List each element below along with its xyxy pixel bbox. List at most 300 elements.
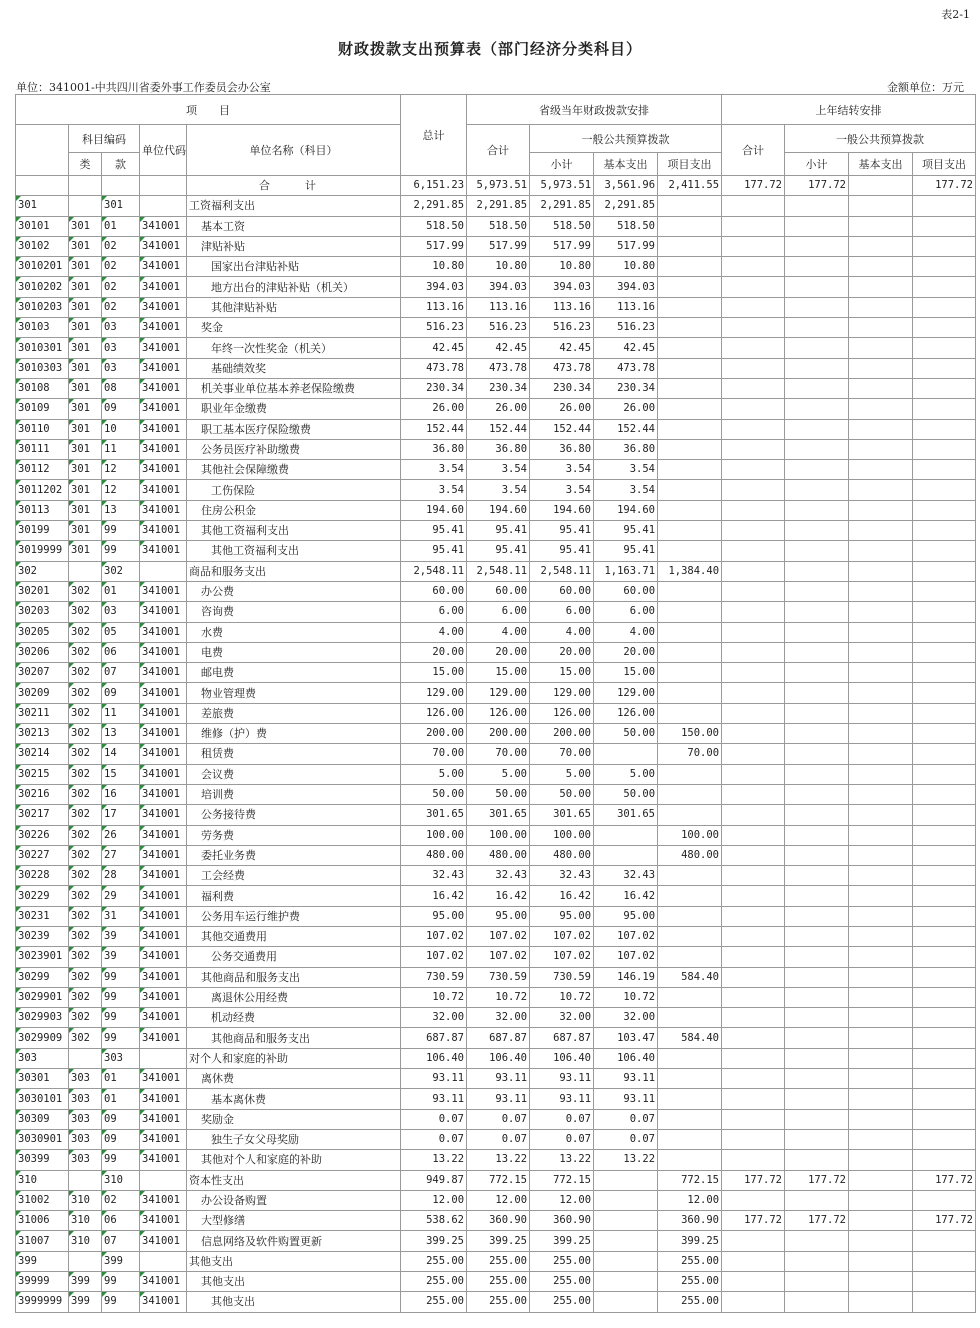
header-blank: [16, 125, 69, 176]
cell-kuan-code: 07: [102, 1231, 140, 1251]
cell-row-code: 301: [16, 196, 69, 216]
cell-current-subtotal: 106.40: [530, 1048, 594, 1068]
cell-kuan-code: 01: [102, 581, 140, 601]
cell-row-code: 30109: [16, 399, 69, 419]
cell-total: 32.43: [401, 866, 467, 886]
cell-row-code: 30213: [16, 724, 69, 744]
table-row: [16, 1048, 976, 1068]
cell-class-code: 302: [69, 581, 102, 601]
header-carry-general: 一般公共预算拨款: [785, 125, 976, 153]
table-row: [16, 784, 976, 804]
cell-kuan-code: 13: [102, 500, 140, 520]
cell-current-subtotal: 113.16: [530, 297, 594, 317]
cell-kuan-code: 03: [102, 358, 140, 378]
cell-current-sum: 194.60: [467, 500, 530, 520]
cell-carry-sum: [722, 1231, 785, 1251]
cell-class-code: 301: [69, 318, 102, 338]
cell-carry-subtotal: [785, 1048, 849, 1068]
table-row: [16, 825, 976, 845]
cell-current-project: [658, 663, 722, 683]
cell-row-code: 3010301: [16, 338, 69, 358]
cell-unit-code: 341001: [140, 480, 187, 500]
cell-carry-sum: [722, 460, 785, 480]
cell-class-code: 302: [69, 906, 102, 926]
cell-class-code: 301: [69, 358, 102, 378]
cell-current-project: [658, 1008, 722, 1028]
cell-current-basic: 126.00: [594, 703, 658, 723]
cell-unit-code: 341001: [140, 947, 187, 967]
table-row: [16, 906, 976, 926]
cell-carry-basic: [849, 703, 913, 723]
cell-carry-subtotal: [785, 196, 849, 216]
cell-carry-subtotal: [785, 561, 849, 581]
cell-carry-sum: [722, 277, 785, 297]
cell-current-project: [658, 926, 722, 946]
cell-current-subtotal: 10.80: [530, 257, 594, 277]
cell-current-basic: 2,291.85: [594, 196, 658, 216]
cell-current-basic: [594, 825, 658, 845]
cell-carry-subtotal: [785, 1008, 849, 1028]
cell-class-code: 302: [69, 724, 102, 744]
cell-class-code: 301: [69, 236, 102, 256]
table-row: [16, 1129, 976, 1149]
cell-current-basic: 3.54: [594, 480, 658, 500]
table-row: [16, 338, 976, 358]
cell-current-sum: 255.00: [467, 1251, 530, 1271]
cell-name: 培训费: [187, 784, 401, 804]
cell-row-code: 3029903: [16, 1008, 69, 1028]
cell-current-sum: 0.07: [467, 1109, 530, 1129]
cell-current-basic: 93.11: [594, 1069, 658, 1089]
table-row: [16, 236, 976, 256]
cell-kuan-code: 99: [102, 1150, 140, 1170]
cell-current-basic: 152.44: [594, 419, 658, 439]
cell-carry-subtotal: [785, 845, 849, 865]
cell-total: 2,548.11: [401, 561, 467, 581]
cell-unit-code: [140, 176, 187, 196]
cell-current-basic: 107.02: [594, 947, 658, 967]
cell-name: 大型修缮: [187, 1211, 401, 1231]
cell-row-code: 3999999: [16, 1292, 69, 1312]
cell-carry-project: 177.72: [913, 1211, 976, 1231]
cell-row-code: 302: [16, 561, 69, 581]
cell-class-code: 301: [69, 541, 102, 561]
cell-kuan-code: 08: [102, 378, 140, 398]
cell-kuan-code: [102, 176, 140, 196]
cell-class-code: 302: [69, 1028, 102, 1048]
cell-carry-sum: [722, 1109, 785, 1129]
cell-current-sum: 687.87: [467, 1028, 530, 1048]
cell-current-basic: 42.45: [594, 338, 658, 358]
cell-name: 委托业务费: [187, 845, 401, 865]
cell-current-project: [658, 480, 722, 500]
cell-current-basic: [594, 1272, 658, 1292]
cell-current-subtotal: 360.90: [530, 1211, 594, 1231]
cell-current-project: [658, 358, 722, 378]
cell-current-sum: 95.41: [467, 521, 530, 541]
cell-carry-subtotal: [785, 622, 849, 642]
cell-carry-sum: [722, 338, 785, 358]
cell-carry-sum: [722, 1089, 785, 1109]
cell-current-subtotal: 26.00: [530, 399, 594, 419]
header-carry: 上年结转安排: [722, 95, 976, 125]
cell-carry-sum: [722, 703, 785, 723]
cell-carry-project: [913, 581, 976, 601]
cell-kuan-code: 06: [102, 642, 140, 662]
cell-total: 518.50: [401, 216, 467, 236]
cell-current-sum: 394.03: [467, 277, 530, 297]
cell-current-project: [658, 1109, 722, 1129]
cell-class-code: 301: [69, 297, 102, 317]
cell-unit-code: 341001: [140, 318, 187, 338]
cell-current-project: 480.00: [658, 845, 722, 865]
cell-unit-code: 341001: [140, 1089, 187, 1109]
cell-carry-sum: 177.72: [722, 176, 785, 196]
cell-kuan-code: 399: [102, 1251, 140, 1271]
table-row: [16, 744, 976, 764]
cell-name: 年终一次性奖金（机关）: [187, 338, 401, 358]
cell-name: 水费: [187, 622, 401, 642]
cell-carry-basic: [849, 906, 913, 926]
table-row: [16, 663, 976, 683]
cell-carry-project: [913, 1272, 976, 1292]
cell-row-code: 3019999: [16, 541, 69, 561]
cell-kuan-code: 99: [102, 987, 140, 1007]
cell-kuan-code: 11: [102, 703, 140, 723]
cell-carry-subtotal: [785, 947, 849, 967]
cell-carry-subtotal: 177.72: [785, 176, 849, 196]
cell-carry-basic: [849, 1048, 913, 1068]
cell-unit-code: 341001: [140, 1129, 187, 1149]
cell-carry-project: [913, 419, 976, 439]
cell-class-code: [69, 561, 102, 581]
cell-row-code: 3010303: [16, 358, 69, 378]
cell-name: 其他商品和服务支出: [187, 967, 401, 987]
cell-carry-sum: [722, 541, 785, 561]
cell-carry-basic: [849, 399, 913, 419]
cell-current-sum: 152.44: [467, 419, 530, 439]
cell-carry-basic: [849, 378, 913, 398]
cell-carry-project: [913, 784, 976, 804]
cell-carry-basic: [849, 967, 913, 987]
cell-current-project: [658, 1150, 722, 1170]
cell-name: 公务用车运行维护费: [187, 906, 401, 926]
cell-carry-project: [913, 1251, 976, 1271]
cell-unit-code: 341001: [140, 683, 187, 703]
cell-current-basic: 473.78: [594, 358, 658, 378]
cell-name: 工会经费: [187, 866, 401, 886]
cell-carry-subtotal: [785, 1190, 849, 1210]
cell-current-project: [658, 277, 722, 297]
cell-kuan-code: 12: [102, 460, 140, 480]
cell-current-project: 360.90: [658, 1211, 722, 1231]
cell-carry-basic: [849, 236, 913, 256]
cell-current-sum: 10.72: [467, 987, 530, 1007]
cell-row-code: 31006: [16, 1211, 69, 1231]
cell-carry-basic: [849, 805, 913, 825]
cell-unit-code: 341001: [140, 1272, 187, 1292]
header-project: 项目支出: [658, 153, 722, 176]
header-carry-subtotal: 小计: [785, 153, 849, 176]
header-sum: 合计: [467, 125, 530, 176]
cell-kuan-code: 303: [102, 1048, 140, 1068]
cell-row-code: 30399: [16, 1150, 69, 1170]
cell-current-subtotal: 200.00: [530, 724, 594, 744]
cell-row-code: 30110: [16, 419, 69, 439]
cell-current-subtotal: 129.00: [530, 683, 594, 703]
cell-carry-basic: [849, 744, 913, 764]
cell-kuan-code: 39: [102, 947, 140, 967]
cell-current-basic: 6.00: [594, 602, 658, 622]
cell-carry-subtotal: [785, 541, 849, 561]
cell-total: 20.00: [401, 642, 467, 662]
table-row: [16, 561, 976, 581]
table-row: [16, 1028, 976, 1048]
cell-unit-code: 341001: [140, 764, 187, 784]
cell-total: 113.16: [401, 297, 467, 317]
total-row: [16, 176, 976, 196]
cell-total: 6.00: [401, 602, 467, 622]
cell-class-code: [69, 1251, 102, 1271]
cell-current-sum: 6.00: [467, 602, 530, 622]
cell-carry-sum: [722, 663, 785, 683]
cell-carry-basic: [849, 257, 913, 277]
cell-row-code: 399: [16, 1251, 69, 1271]
cell-current-sum: 200.00: [467, 724, 530, 744]
cell-current-project: [658, 196, 722, 216]
cell-carry-sum: [722, 724, 785, 744]
cell-current-project: 255.00: [658, 1251, 722, 1271]
cell-carry-project: [913, 480, 976, 500]
cell-kuan-code: 15: [102, 764, 140, 784]
table-row: [16, 967, 976, 987]
cell-kuan-code: 26: [102, 825, 140, 845]
cell-current-basic: 1,163.71: [594, 561, 658, 581]
cell-class-code: 302: [69, 886, 102, 906]
cell-current-basic: 146.19: [594, 967, 658, 987]
cell-kuan-code: 99: [102, 967, 140, 987]
cell-current-subtotal: 95.41: [530, 521, 594, 541]
cell-current-project: [658, 297, 722, 317]
cell-total: 255.00: [401, 1251, 467, 1271]
cell-carry-project: [913, 886, 976, 906]
cell-name: 其他工资福利支出: [187, 541, 401, 561]
cell-carry-basic: [849, 1008, 913, 1028]
cell-total: 255.00: [401, 1272, 467, 1292]
cell-current-sum: 60.00: [467, 581, 530, 601]
cell-unit-code: 341001: [140, 703, 187, 723]
cell-current-project: 584.40: [658, 1028, 722, 1048]
cell-carry-basic: [849, 1170, 913, 1190]
cell-name: 资本性支出: [187, 1170, 401, 1190]
cell-current-basic: 10.80: [594, 257, 658, 277]
cell-current-subtotal: 100.00: [530, 825, 594, 845]
cell-row-code: 30205: [16, 622, 69, 642]
cell-total: 4.00: [401, 622, 467, 642]
cell-carry-project: [913, 1028, 976, 1048]
cell-row-code: 30209: [16, 683, 69, 703]
cell-carry-project: [913, 947, 976, 967]
cell-kuan-code: 03: [102, 318, 140, 338]
cell-carry-subtotal: [785, 1069, 849, 1089]
cell-row-code: 3010202: [16, 277, 69, 297]
cell-kuan-code: 03: [102, 338, 140, 358]
cell-carry-subtotal: [785, 642, 849, 662]
cell-total: 70.00: [401, 744, 467, 764]
cell-current-subtotal: 107.02: [530, 926, 594, 946]
cell-unit-code: 341001: [140, 277, 187, 297]
table-row: [16, 926, 976, 946]
cell-name: 租赁费: [187, 744, 401, 764]
cell-class-code: 399: [69, 1292, 102, 1312]
cell-carry-sum: [722, 257, 785, 277]
cell-class-code: 301: [69, 277, 102, 297]
cell-carry-subtotal: [785, 1272, 849, 1292]
cell-carry-subtotal: [785, 744, 849, 764]
cell-carry-sum: [722, 581, 785, 601]
cell-class-code: [69, 1048, 102, 1068]
cell-carry-project: [913, 764, 976, 784]
cell-name: 基本离休费: [187, 1089, 401, 1109]
cell-carry-project: [913, 358, 976, 378]
cell-carry-subtotal: [785, 419, 849, 439]
cell-current-sum: 3.54: [467, 480, 530, 500]
cell-kuan-code: 99: [102, 1292, 140, 1312]
cell-kuan-code: 10: [102, 419, 140, 439]
table-row: [16, 521, 976, 541]
header-carry-sum: 合计: [722, 125, 785, 176]
cell-current-subtotal: 516.23: [530, 318, 594, 338]
cell-carry-project: [913, 399, 976, 419]
cell-carry-sum: [722, 358, 785, 378]
cell-carry-sum: [722, 784, 785, 804]
cell-row-code: 30201: [16, 581, 69, 601]
cell-row-code: 3011202: [16, 480, 69, 500]
page-title: 财政拨款支出预算表（部门经济分类科目）: [337, 40, 642, 58]
cell-kuan-code: 99: [102, 1028, 140, 1048]
cell-class-code: 302: [69, 987, 102, 1007]
cell-carry-project: [913, 1109, 976, 1129]
cell-carry-project: [913, 805, 976, 825]
cell-total: 399.25: [401, 1231, 467, 1251]
cell-unit-code: 341001: [140, 1150, 187, 1170]
cell-current-sum: 107.02: [467, 926, 530, 946]
cell-row-code: 30111: [16, 439, 69, 459]
cell-current-project: 150.00: [658, 724, 722, 744]
cell-carry-basic: [849, 1292, 913, 1312]
cell-unit-code: 341001: [140, 236, 187, 256]
cell-current-project: [658, 886, 722, 906]
cell-name: 职业年金缴费: [187, 399, 401, 419]
cell-total: 301.65: [401, 805, 467, 825]
cell-carry-project: 177.72: [913, 1170, 976, 1190]
cell-unit-code: 341001: [140, 744, 187, 764]
cell-current-basic: 16.42: [594, 886, 658, 906]
cell-unit-code: 341001: [140, 926, 187, 946]
cell-carry-subtotal: [785, 987, 849, 1007]
cell-carry-subtotal: [785, 1089, 849, 1109]
cell-row-code: 30301: [16, 1069, 69, 1089]
cell-current-subtotal: 772.15: [530, 1170, 594, 1190]
cell-carry-sum: [722, 419, 785, 439]
cell-name: 会议费: [187, 764, 401, 784]
table-row: [16, 886, 976, 906]
cell-class-code: 302: [69, 947, 102, 967]
cell-class-code: 302: [69, 866, 102, 886]
table-row: [16, 216, 976, 236]
cell-unit-code: 341001: [140, 724, 187, 744]
cell-current-project: 2,411.55: [658, 176, 722, 196]
cell-unit-code: [140, 561, 187, 581]
cell-total: 194.60: [401, 500, 467, 520]
cell-current-basic: 5.00: [594, 764, 658, 784]
cell-row-code: 3029901: [16, 987, 69, 1007]
cell-kuan-code: 05: [102, 622, 140, 642]
cell-current-sum: 13.22: [467, 1150, 530, 1170]
cell-current-project: 1,384.40: [658, 561, 722, 581]
cell-current-basic: [594, 1292, 658, 1312]
cell-kuan-code: 02: [102, 236, 140, 256]
cell-current-basic: 129.00: [594, 683, 658, 703]
cell-current-basic: 106.40: [594, 1048, 658, 1068]
cell-carry-subtotal: [785, 906, 849, 926]
cell-kuan-code: 12: [102, 480, 140, 500]
cell-row-code: 39999: [16, 1272, 69, 1292]
cell-current-sum: 107.02: [467, 947, 530, 967]
cell-class-code: 301: [69, 521, 102, 541]
cell-kuan-code: 07: [102, 663, 140, 683]
table-row: [16, 642, 976, 662]
cell-current-basic: 103.47: [594, 1028, 658, 1048]
cell-carry-basic: [849, 216, 913, 236]
cell-current-project: [658, 642, 722, 662]
cell-current-subtotal: 42.45: [530, 338, 594, 358]
cell-row-code: 3029909: [16, 1028, 69, 1048]
cell-current-basic: 36.80: [594, 439, 658, 459]
cell-current-basic: 230.34: [594, 378, 658, 398]
header-carry-basic: 基本支出: [849, 153, 913, 176]
cell-class-code: 303: [69, 1129, 102, 1149]
cell-carry-sum: [722, 805, 785, 825]
cell-row-code: 30226: [16, 825, 69, 845]
cell-carry-project: [913, 724, 976, 744]
cell-carry-subtotal: [785, 216, 849, 236]
table-row: [16, 297, 976, 317]
table-row: [16, 1069, 976, 1089]
cell-kuan-code: 99: [102, 1008, 140, 1028]
cell-current-subtotal: 255.00: [530, 1272, 594, 1292]
cell-unit-code: 341001: [140, 1211, 187, 1231]
table-row: [16, 1272, 976, 1292]
header-class: 类: [69, 153, 102, 176]
cell-unit-code: 341001: [140, 967, 187, 987]
cell-carry-basic: [849, 926, 913, 946]
cell-total: 16.42: [401, 886, 467, 906]
cell-carry-project: [913, 297, 976, 317]
cell-carry-subtotal: [785, 480, 849, 500]
cell-carry-project: [913, 1048, 976, 1068]
cell-current-subtotal: 152.44: [530, 419, 594, 439]
cell-unit-code: 341001: [140, 297, 187, 317]
cell-total: 394.03: [401, 277, 467, 297]
cell-current-project: [658, 1048, 722, 1068]
cell-kuan-code: 02: [102, 257, 140, 277]
cell-carry-basic: [849, 480, 913, 500]
cell-carry-subtotal: [785, 1150, 849, 1170]
cell-unit-code: 341001: [140, 825, 187, 845]
cell-carry-project: [913, 683, 976, 703]
table-row: [16, 581, 976, 601]
